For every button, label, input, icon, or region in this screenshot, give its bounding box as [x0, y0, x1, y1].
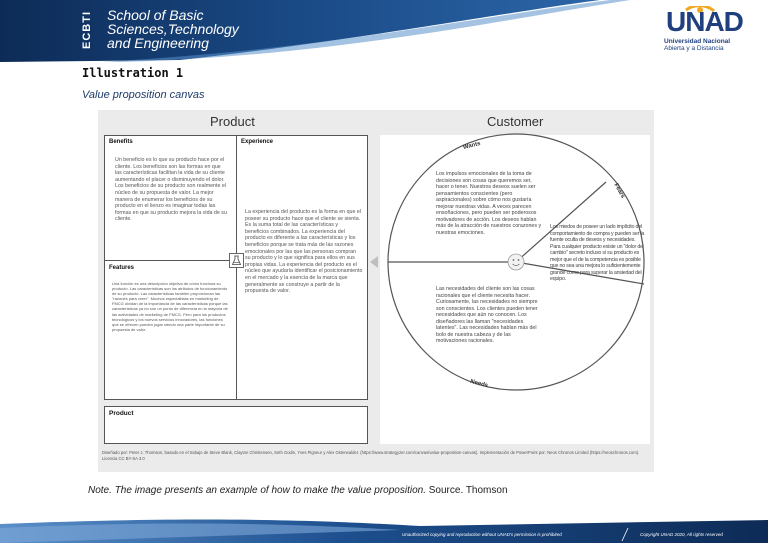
- footer-band: [0, 514, 768, 543]
- customer-circle-diagram: [98, 110, 654, 472]
- school-name: [107, 8, 239, 50]
- wants-text: Los impulsos emocionales de la toma de decisiones son cosas que queremos ser, hacer o tener. Nuestros deseos suelen ser pensamientos conscientes (pero aspiracionales) sobre cómo nos gustaría mejorar nuestras vidas. A veces parecen ensoñaciones, pero pueden ser poderosos motivadores de acción. Los deseos hablan más de la atracción de nuestros corazones y nuestras emociones.: [436, 171, 542, 236]
- illustration-title: Illustration 1: [82, 66, 184, 80]
- school-tag: [81, 6, 100, 56]
- figure-note: [88, 485, 508, 496]
- arrow-left-icon: [370, 256, 378, 268]
- needs-text: Las necesidades del cliente son las cosas racionales que el cliente necesita hacer. Curiosamente, las necesidades no siempre son conscientes. Los clientes pueden tener necesidades que aún no conocen. Los diseñadores las llaman "necesidades latentes". Las necesidades hablan más del bolo de nuestra cabeza y de las motivaciones racionales.: [436, 286, 538, 344]
- product-heading: Product: [210, 114, 255, 129]
- fears-text: Los miedos de poseer un lado implícito del comportamiento de compra y pueden ser la fuente oculta de deseos y necesidades. Para cualquier producto existe un "dolor de cambio" secreto incluso si su producto es mejor que el de la competencia es posible que no sea una mejora lo suficientemente grande como para superar la ansiedad del equipo.: [550, 224, 645, 282]
- school-name-line-2: Sciences,Technology: [107, 21, 239, 37]
- benefits-title: Benefits: [109, 139, 133, 145]
- canvas-credit: Diseñado por: Peter J. Thomson, basado en el trabajo de Steve Blank, Clayton Christensen, Seth Godin, Yves Pigneur y Alex Osterwalder. (https://www.strategyzer.com/canvas/value-proposition-canvas). Implementación de PowerPoint por: Neos Chronos Limited (https://neoschronos.com). Licencia CC BY-SA 3.0: [102, 450, 640, 461]
- fears-label: Fears: [612, 182, 626, 200]
- wants-label: Wants: [462, 140, 482, 152]
- footer-copyright: Copyright UNAD 2020, All rights reserved: [640, 532, 723, 537]
- note-source: Source. Thomson: [428, 485, 508, 496]
- smiley-icon: [508, 254, 524, 270]
- footer-wave-shape: [0, 514, 768, 543]
- school-name-line-3: and Engineering: [107, 35, 209, 51]
- note-text: The image presents an example of how to make the value proposition.: [114, 485, 426, 496]
- features-text: Una función es una descripción objetiva de cómo funciona su producto. Las características son los atributos de funcionamiento de su producto. Las características también proporcionan las "razones para creer". Muchos especialistas en marketing de FMCG olvidan de la importancia de las características porque las características ya no son un punto de diferencia en la mayoría de las actividades de marketing de FMCG. Pero para los productos tecnológicos y los nuevos servicios innovadores, las funciones que se ofrecen pueden jugar siendo una parte importante de su propuesta de valor.: [112, 281, 228, 332]
- logo-line-2: Abierta y a Distancia: [664, 45, 724, 52]
- benefits-text: Un beneficio es lo que su producto hace por el cliente. Los beneficios son las formas en que las características facilitan la vida de su cliente aumentando el placer o disminuyendo el dolor. Los beneficios de su producto son realmente el núcleo de su propuesta de valor. La mejor manera de enumerar los beneficios de su producto en el lienzo es imaginar todas las formas en que su producto mejora la vida de su cliente.: [115, 157, 227, 223]
- experience-title: Experience: [241, 139, 274, 145]
- customer-heading: Customer: [487, 114, 544, 129]
- product-box-title: Product: [109, 410, 134, 417]
- features-title: Features: [109, 265, 135, 271]
- experience-text: La experiencia del producto es la forma en que el poseer su producto hace que el cliente se sienta. Es la suma total de las características y beneficios combinados. La experiencia del producto es diferente a las características y los beneficios porque se trata más de las razones emocionales por las que las personas compran su producto y lo que significa para ellos en sus propias vidas. La experiencia del producto es el núcleo que ayudaría identificar el posicionamiento en el mercado y la esencia de la marca que generalmente se construye a partir de la propuesta de valor.: [245, 209, 363, 295]
- illustration-subtitle: Value proposition canvas: [82, 89, 205, 101]
- needs-label: Needs: [469, 378, 489, 390]
- logo-word: UNAD: [666, 6, 743, 37]
- school-tag-text: ECBTI: [81, 11, 93, 49]
- value-proposition-canvas: [98, 110, 654, 472]
- unad-logo: [664, 6, 754, 52]
- school-name-line-1: School of Basic: [107, 7, 204, 23]
- note-label: Note.: [88, 485, 112, 496]
- logo-line-1: Universidad Nacional: [664, 38, 731, 45]
- footer-warning: Unauthorized copying and reproduction without UNAD's permission is prohibited: [402, 532, 562, 537]
